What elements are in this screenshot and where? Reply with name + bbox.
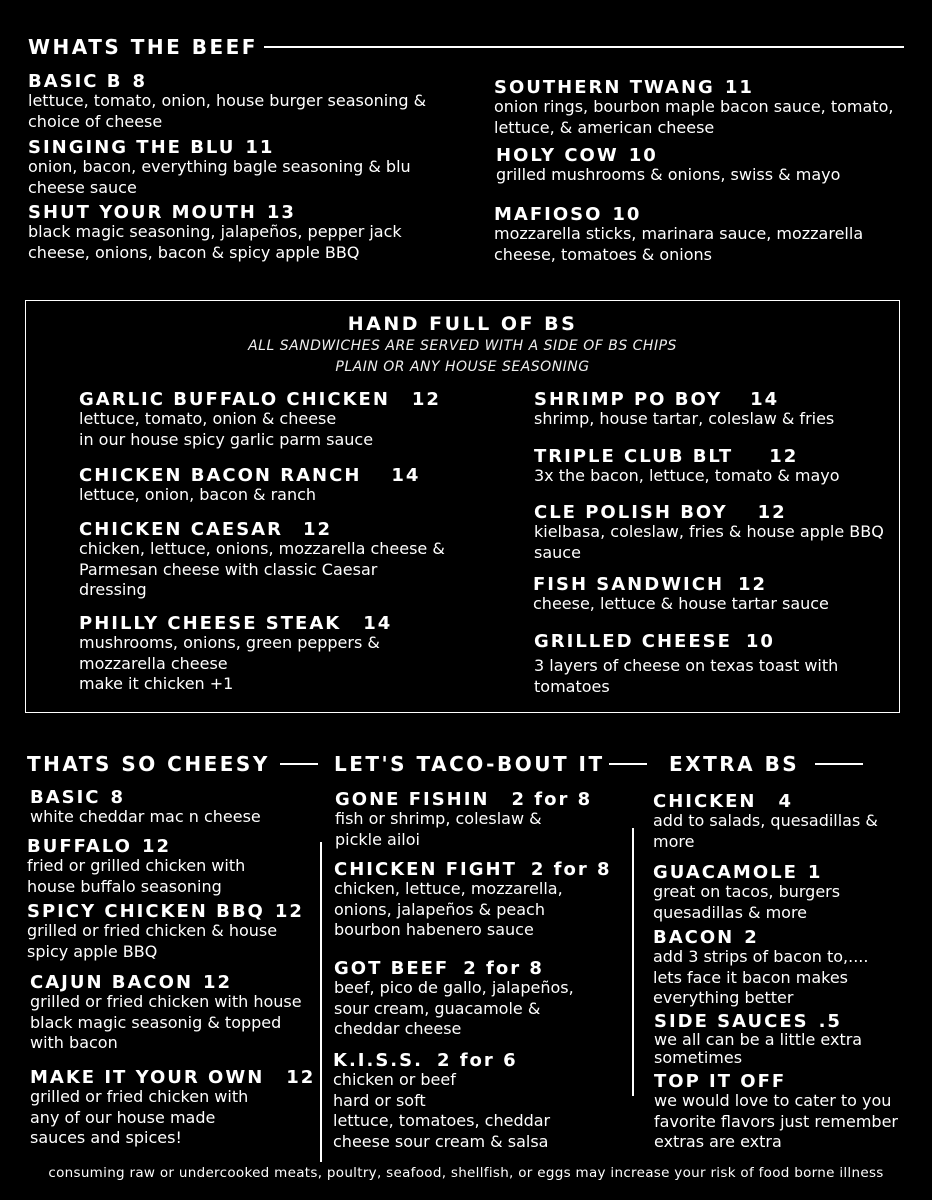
item-name: K.I.S.S.	[333, 1050, 423, 1071]
item-price: 14	[750, 389, 780, 410]
menu-item	[28, 72, 468, 132]
item-description: add to salads, quesadillas & more	[653, 811, 878, 851]
item-price: 10	[628, 145, 658, 166]
menu-item	[27, 837, 297, 897]
menu-item	[653, 863, 913, 923]
item-description: grilled mushrooms & onions, swiss & mayo	[496, 165, 841, 184]
item-price: 4	[778, 791, 794, 812]
item-description: make it chicken +1	[79, 674, 234, 693]
item-price: 10	[612, 204, 642, 225]
menu-item	[534, 390, 884, 430]
item-name: FISH SANDWICH	[533, 574, 725, 595]
divider-rule	[264, 46, 904, 48]
item-price: 11	[724, 77, 754, 98]
section-title-extra: EXTRA BS	[669, 752, 800, 776]
item-price: 14	[363, 613, 393, 634]
item-description: grilled or fried chicken with house black magic seasonig & topped with bacon	[30, 992, 302, 1052]
menu-item	[653, 928, 913, 1009]
item-price: 12	[302, 519, 333, 540]
item-price: 1	[807, 862, 823, 883]
item-description: 3x the bacon, lettuce, tomato & mayo	[534, 466, 840, 485]
item-price: 2 for 8	[530, 859, 612, 880]
item-name: GARLIC BUFFALO CHICKEN	[79, 389, 390, 410]
menu-item	[335, 790, 625, 850]
section-header-beef	[28, 35, 904, 59]
item-description: cheese, lettuce & house tartar sauce	[533, 594, 829, 613]
section-subtitle: ALL SANDWICHES ARE SERVED WITH A SIDE OF BS CHIPS	[248, 338, 677, 354]
item-name: BACON	[653, 927, 735, 948]
menu-item	[653, 792, 913, 852]
section-subtitle: PLAIN OR ANY HOUSE SEASONING	[335, 359, 590, 375]
item-description: shrimp, house tartar, coleslaw & fries	[534, 409, 835, 428]
menu-item	[30, 973, 315, 1054]
item-price: 11	[245, 137, 275, 158]
item-description: lettuce, onion, bacon & ranch	[79, 485, 317, 504]
item-description: lettuce, tomato, onion, house burger seasoning & choice of cheese	[28, 91, 427, 131]
menu-item	[494, 205, 904, 265]
item-description: 3 layers of cheese on texas toast with tomatoes	[534, 656, 839, 696]
item-description: onion, bacon, everything bagle seasoning & blu cheese sauce	[28, 157, 411, 197]
item-name: CHICKEN BACON RANCH	[79, 465, 362, 486]
item-name: SOUTHERN TWANG	[494, 77, 715, 98]
item-name: BASIC B	[28, 71, 123, 92]
menu-item	[79, 466, 479, 506]
section-title-bs: HAND FULL OF BS	[347, 313, 578, 335]
menu-item	[534, 503, 884, 563]
item-price: 2 for 8	[511, 789, 593, 810]
menu-item	[496, 146, 906, 186]
item-name: CAJUN BACON	[30, 972, 194, 993]
item-price: 8	[110, 787, 126, 808]
section-title-cheesy: THATS SO CHEESY	[27, 752, 270, 776]
item-description: chicken, lettuce, onions, mozzarella cheese & Parmesan cheese with classic Caesar dressing	[79, 539, 445, 599]
section-header-taco	[334, 752, 647, 776]
menu-item	[30, 788, 315, 828]
item-description: add 3 strips of bacon to,.... lets face it bacon makes everything better	[653, 947, 869, 1007]
item-description: beef, pico de gallo, jalapeños, sour cream, guacamole & cheddar cheese	[334, 978, 574, 1038]
item-name: PHILLY CHEESE STEAK	[79, 613, 342, 634]
column-divider	[632, 828, 634, 1096]
menu-item	[79, 390, 479, 450]
item-price: 10	[745, 631, 775, 652]
item-price: 12	[769, 446, 799, 467]
section-header-extra	[669, 752, 863, 776]
menu-item	[30, 1068, 320, 1149]
item-price: .5	[818, 1011, 842, 1032]
item-name: CHICKEN CAESAR	[79, 519, 283, 540]
item-price: 12	[286, 1067, 316, 1088]
item-description: fish or shrimp, coleslaw & pickle ailoi	[335, 809, 542, 849]
item-price: 13	[266, 202, 296, 223]
item-name: TOP IT OFF	[654, 1071, 787, 1092]
item-price: 12	[411, 389, 441, 410]
divider-rule	[815, 763, 863, 765]
item-description: grilled or fried chicken with any of our house made sauces and spices!	[30, 1087, 249, 1147]
menu-item	[79, 520, 449, 601]
item-name: CHICKEN FIGHT	[334, 859, 517, 880]
item-price: 8	[132, 71, 148, 92]
item-price: 2	[744, 927, 759, 948]
menu-item	[28, 138, 468, 198]
menu-item	[333, 1051, 623, 1152]
menu-item	[79, 614, 449, 695]
item-description: white cheddar mac n cheese	[30, 807, 261, 826]
menu-item	[334, 959, 624, 1040]
menu-item	[654, 1012, 914, 1067]
menu-item	[27, 902, 312, 962]
item-description: great on tacos, burgers quesadillas & more	[653, 882, 841, 922]
item-name: BASIC	[30, 787, 101, 808]
divider-rule	[280, 763, 318, 765]
item-description: we would love to cater to you favorite flavors just remember extras are extra	[654, 1091, 899, 1151]
item-price: 12	[738, 574, 768, 595]
menu-item	[654, 1072, 914, 1153]
item-description: lettuce, tomatoes, cheddar cheese sour cream & salsa	[333, 1111, 551, 1151]
item-name: TRIPLE CLUB BLT	[534, 446, 734, 467]
section-title-beef: WHATS THE BEEF	[28, 35, 258, 59]
item-description: mushrooms, onions, green peppers & mozzarella cheese	[79, 633, 380, 673]
menu-item	[534, 632, 854, 697]
column-divider	[320, 842, 322, 1162]
section-header-cheesy	[27, 752, 318, 776]
divider-rule	[609, 763, 647, 765]
item-description: in our house spicy garlic parm sauce	[79, 429, 374, 449]
health-disclaimer: consuming raw or undercooked meats, poultry, seafood, shellfish, or eggs may increase your risk of food borne illness	[48, 1165, 884, 1181]
item-name: SHRIMP PO BOY	[534, 389, 723, 410]
item-name: MAKE IT YOUR OWN	[30, 1067, 265, 1088]
item-description: we all can be a little extra sometimes	[654, 1030, 863, 1067]
menu-item	[533, 575, 883, 615]
item-name: SINGING THE BLU	[28, 137, 236, 158]
item-price: 14	[391, 465, 421, 486]
item-description: mozzarella sticks, marinara sauce, mozzarella cheese, tomatoes & onions	[494, 224, 864, 264]
item-name: GRILLED CHEESE	[534, 631, 732, 652]
item-description: fried or grilled chicken with house buffalo seasoning	[27, 856, 246, 896]
menu-item	[494, 78, 904, 138]
item-price: 12	[274, 901, 304, 922]
item-description: grilled or fried chicken & house spicy apple BBQ	[27, 921, 278, 961]
item-price: 12	[757, 502, 787, 523]
item-name: SIDE SAUCES	[654, 1011, 809, 1032]
menu-item	[28, 203, 468, 263]
section-title-taco: LET'S TACO-BOUT IT	[334, 752, 605, 776]
item-price: 2 for 6	[436, 1050, 518, 1071]
item-description: chicken, lettuce, mozzarella, onions, jalapeños & peach bourbon habenero sauce	[334, 879, 563, 939]
item-name: GUACAMOLE	[653, 862, 798, 883]
sandwich-section-box	[25, 300, 900, 713]
item-description: lettuce, tomato, onion & cheese	[79, 409, 337, 428]
item-name: GOT BEEF	[334, 958, 450, 979]
item-description: chicken or beef	[333, 1070, 456, 1089]
item-price: 12	[203, 972, 233, 993]
item-name: MAFIOSO	[494, 204, 603, 225]
menu-item	[334, 860, 629, 941]
item-description: black magic seasoning, jalapeños, pepper jack cheese, onions, bacon & spicy apple BBQ	[28, 222, 402, 262]
item-name: BUFFALO	[27, 836, 132, 857]
item-name: CLE POLISH BOY	[534, 502, 728, 523]
item-name: SPICY CHICKEN BBQ	[27, 901, 265, 922]
item-description: hard or soft	[333, 1090, 426, 1110]
item-price: 2 for 8	[463, 958, 544, 979]
item-price: 12	[141, 836, 171, 857]
item-name: CHICKEN	[653, 791, 757, 812]
menu-item	[534, 447, 884, 487]
item-name: GONE FISHIN	[335, 789, 490, 810]
item-name: SHUT YOUR MOUTH	[28, 202, 257, 223]
item-name: HOLY COW	[496, 145, 619, 166]
item-description: onion rings, bourbon maple bacon sauce, tomato, lettuce, & american cheese	[494, 97, 894, 137]
item-description: kielbasa, coleslaw, fries & house apple BBQ sauce	[534, 522, 884, 562]
